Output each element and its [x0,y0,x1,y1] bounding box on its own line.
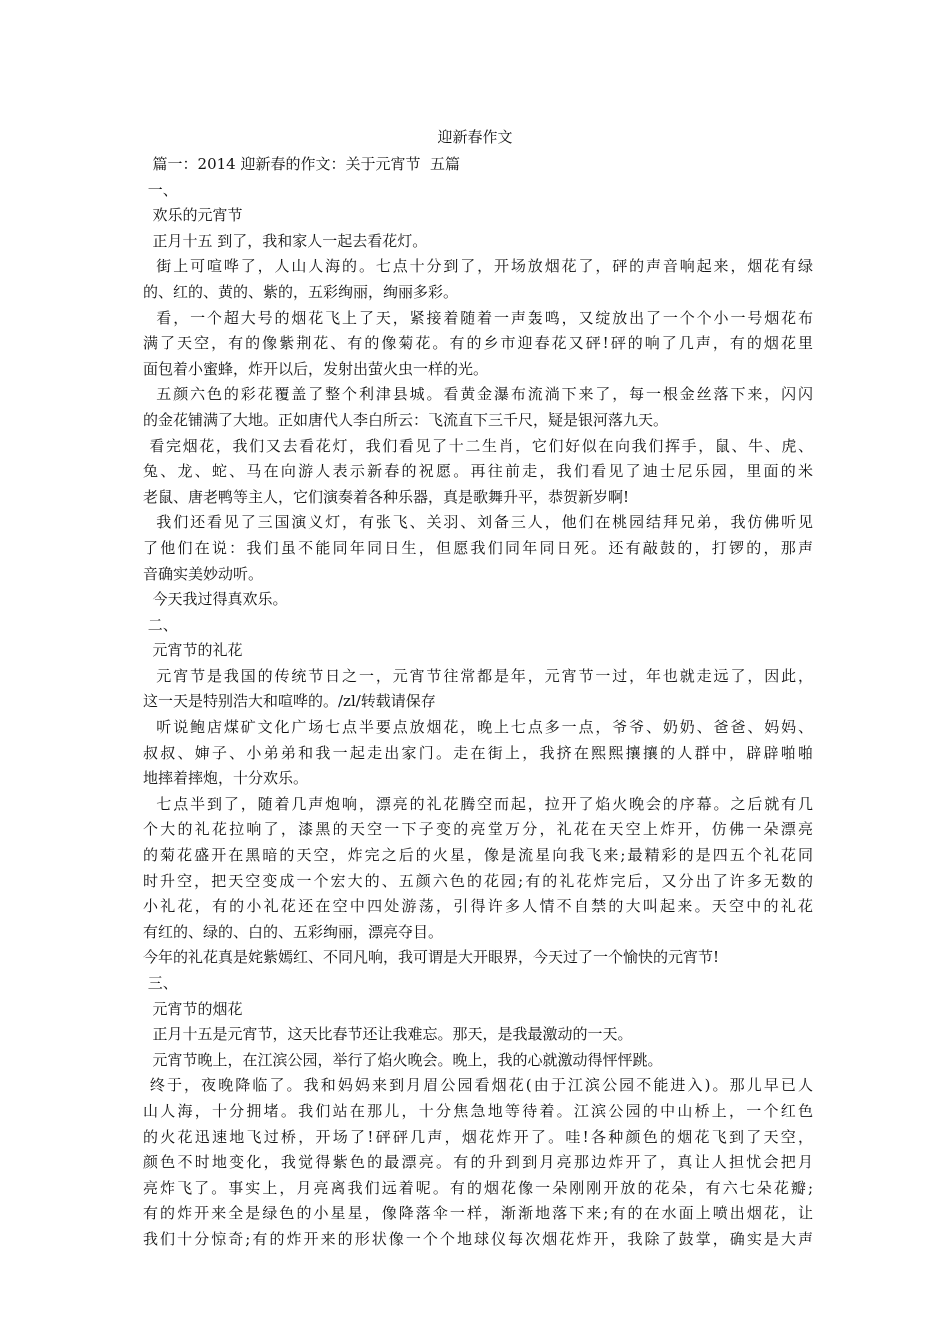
text-line: 三、 [143,974,178,992]
text-line: 听说鲍店煤矿文化广场七点半要点放烟花，晚上七点多一点，爷爷、奶奶、爸爸、妈妈、 [143,718,813,737]
text-line: 七点半到了，随着几声炮响，漂亮的礼花腾空而起，拉开了焰火晚会的序幕。之后就有几 [143,794,813,813]
text-line: 亮炸飞了。事实上，月亮离我们远着呢。有的烟花像一朵刚刚开放的花朵，有六七朵花瓣; [143,1178,813,1197]
text-line: 有的炸开来全是绿色的小星星，像降落伞一样，渐渐地落下来;有的在水面上喷出烟花，让 [143,1204,813,1223]
text-line: 今天我过得真欢乐。 [143,590,288,609]
text-line: 正月十五 到了，我和家人一起去看花灯。 [143,231,428,250]
text-line: 我们十分惊奇;有的炸开来的形状像一个个地球仪每次烟花炸开，我除了鼓掌，确实是大声 [143,1229,813,1248]
text-line: 元宵节是我国的传统节日之一，元宵节往常都是年，元宵节一过，年也就走远了，因此， [143,666,813,685]
text-line: 颜色不时地变化，我觉得紫色的最漂亮。有的升到到月亮那边炸开了，真让人担忧会把月 [143,1153,813,1172]
text-line: 二、 [143,615,178,634]
text-line: 音确实美妙动听。 [143,564,264,583]
text-line: 篇一：2014 迎新春的作文：关于元宵节 五篇 [143,155,461,173]
text-line: 元宵节的礼花 [143,641,243,660]
text-line: 的菊花盛开在黑暗的天空，炸完之后的火星，像是流星向我飞来;最精彩的是四五个礼花同 [143,846,813,865]
text-line: 面包着小蜜蜂，炸开以后，发射出萤火虫一样的光。 [143,359,489,378]
text-line: 五颜六色的彩花覆盖了整个利津县城。看黄金瀑布流淌下来了，每一根金丝落下来，闪闪 [143,385,813,404]
text-line: 了他们在说：我们虽不能同年同日生，但愿我们同年同日死。还有敲鼓的，打锣的，那声 [143,538,813,557]
text-line: 欢乐的元宵节 [143,206,243,225]
text-line: 一、 [143,180,178,199]
text-line: 我们还看见了三国演义灯，有张飞、关羽、刘备三人，他们在桃园结拜兄弟，我仿佛听见 [143,513,813,532]
text-line: 的金花铺满了大地。正如唐代人李白所云：飞流直下三千尺，疑是银河落九天。 [143,410,669,429]
text-line: 地摔着摔炮，十分欢乐。 [143,769,309,788]
text-line: 看完烟花，我们又去看花灯，我们看见了十二生肖，它们好似在向我们挥手，鼠、牛、虎、 [143,436,813,455]
text-line: 小礼花，有的小礼花还在空中四处游荡，引得许多人情不自禁的大叫起来。天空中的礼花 [143,897,813,916]
text-line: 有红的、绿的、白的、五彩绚丽，漂亮夺目。 [143,922,444,941]
text-line: 终于，夜晚降临了。我和妈妈来到月眉公园看烟花(由于江滨公园不能进入)。那儿早已人 [143,1076,813,1095]
document-body [143,152,813,1253]
text-line: 的、红的、黄的、紫的，五彩绚丽，绚丽多彩。 [143,282,459,301]
text-line: 叔叔、婶子、小弟弟和我一起走出家门。走在街上，我挤在熙熙攘攘的人群中，辟辟啪啪 [143,743,813,762]
text-line: 老鼠、唐老鸭等主人，它们演奏着各种乐器，真是歌舞升平，恭贺新岁啊! [143,487,630,506]
text-line: 看，一个超大号的烟花飞上了天，紧接着随着一声轰鸣，又绽放出了一个个小一号烟花布 [143,308,813,327]
text-line: 街上可喧哗了，人山人海的。七点十分到了，开场放烟花了，砰的声音响起来，烟花有绿 [143,257,813,276]
text-line: 正月十五是元宵节，这天比春节还让我难忘。那天，是我最激动的一天。 [143,1025,633,1044]
text-line: 时升空，把天空变成一个宏大的、五颜六色的花园;有的礼花炸完后，又分出了许多无数的 [143,871,813,890]
text-line: 元宵节的烟花 [143,999,243,1018]
text-line: 今年的礼花真是姹紫嫣红、不同凡响，我可谓是大开眼界，今天过了一个愉快的元宵节! [143,948,720,967]
text-line: 个大的礼花拉响了，漆黑的天空一下子变的亮堂万分，礼花在天空上炸开，仿佛一朵漂亮 [143,820,813,839]
text-line: 元宵节晚上，在江滨公园，举行了焰火晚会。晚上，我的心就激动得怦怦跳。 [143,1050,663,1069]
text-line: 的火花迅速地飞过桥，开场了!砰砰几声，烟花炸开了。哇!各种颜色的烟花飞到了天空， [143,1127,813,1146]
document-title: 迎新春作文 [437,128,513,146]
text-line: 山人海，十分拥堵。我们站在那儿，十分焦急地等待着。江滨公园的中山桥上，一个红色 [143,1101,813,1120]
text-line: 满了天空，有的像紫荆花、有的像菊花。有的乡市迎春花又砰!砰的响了几声，有的烟花里 [143,334,813,353]
text-line: 这一天是特别浩大和喧哗的。/zl/转载请保存 [143,692,436,711]
text-line: 兔、龙、蛇、马在向游人表示新春的祝愿。再往前走，我们看见了迪士尼乐园，里面的米 [143,462,813,481]
